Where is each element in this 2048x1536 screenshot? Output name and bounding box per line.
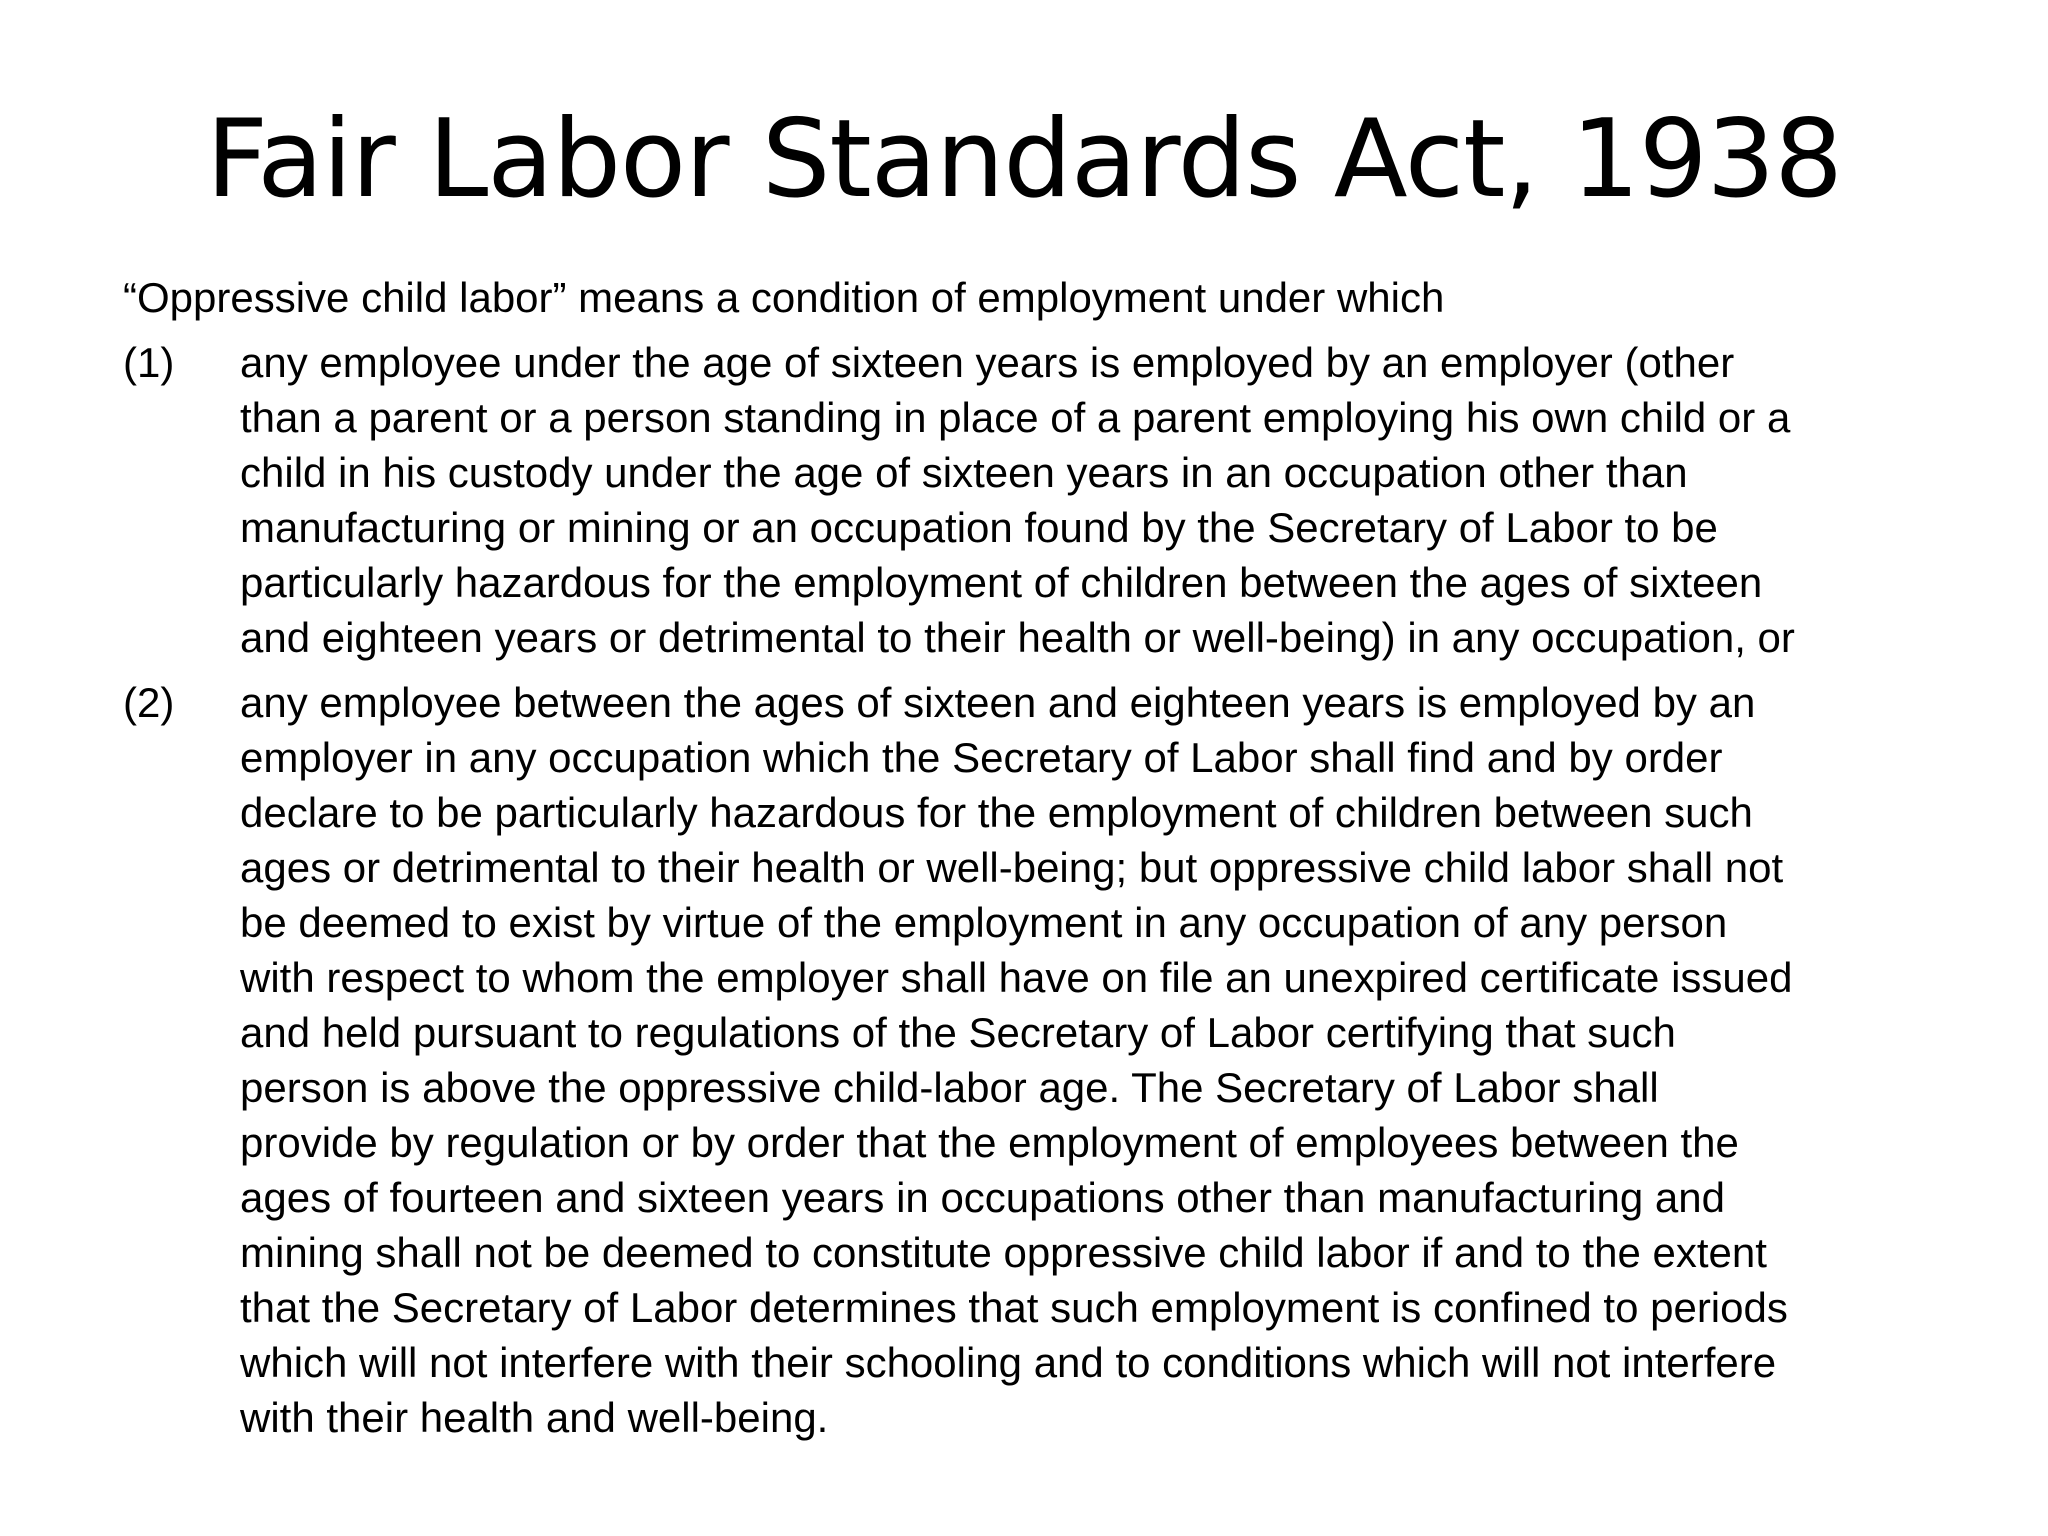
clause-line: mining shall not be deemed to constitute oppressive child labor if and to the extent xyxy=(240,1229,1767,1276)
clause-line: provide by regulation or by order that the employment of employees between the xyxy=(240,1119,1739,1166)
slide-title: Fair Labor Standards Act, 1938 xyxy=(206,97,1842,222)
clause-line: ages of fourteen and sixteen years in occupations other than manufacturing and xyxy=(240,1174,1725,1221)
clause-line: ages or detrimental to their health or well-being; but oppressive child labor shall not xyxy=(240,844,1784,891)
clause-line: manufacturing or mining or an occupation found by the Secretary of Labor to be xyxy=(240,504,1718,551)
clause-line: than a parent or a person standing in place of a parent employing his own child or a xyxy=(240,394,1791,441)
clause-number: (1) xyxy=(123,339,175,386)
intro-text: “Oppressive child labor” means a condition of employment under which xyxy=(123,274,1445,321)
slide-body xyxy=(123,270,1953,1455)
clause-line: with their health and well-being. xyxy=(240,1394,829,1441)
clause-number: (2) xyxy=(123,679,175,726)
clause-line: any employee under the age of sixteen years is employed by an employer (other xyxy=(240,339,1735,386)
clause-text xyxy=(240,335,1953,665)
clause-line: child in his custody under the age of sixteen years in an occupation other than xyxy=(240,449,1688,496)
clause-line: declare to be particularly hazardous for the employment of children between such xyxy=(240,789,1753,836)
clause-2 xyxy=(123,675,1953,1445)
clause-line: employer in any occupation which the Secretary of Labor shall find and by order xyxy=(240,734,1723,781)
clause-line: be deemed to exist by virtue of the employment in any occupation of any person xyxy=(240,899,1728,946)
clause-line: and held pursuant to regulations of the Secretary of Labor certifying that such xyxy=(240,1009,1676,1056)
clause-line: person is above the oppressive child-labor age. The Secretary of Labor shall xyxy=(240,1064,1659,1111)
clause-1 xyxy=(123,335,1953,665)
clause-line: that the Secretary of Labor determines that such employment is confined to periods xyxy=(240,1284,1788,1331)
clause-line: and eighteen years or detrimental to their health or well-being) in any occupation, or xyxy=(240,614,1795,661)
clause-text xyxy=(240,675,1953,1445)
clause-line: with respect to whom the employer shall have on file an unexpired certificate issued xyxy=(240,954,1793,1001)
clause-line: particularly hazardous for the employment of children between the ages of sixteen xyxy=(240,559,1763,606)
clause-line: any employee between the ages of sixteen and eighteen years is employed by an xyxy=(240,679,1756,726)
clause-line: which will not interfere with their schooling and to conditions which will not interfere xyxy=(240,1339,1777,1386)
